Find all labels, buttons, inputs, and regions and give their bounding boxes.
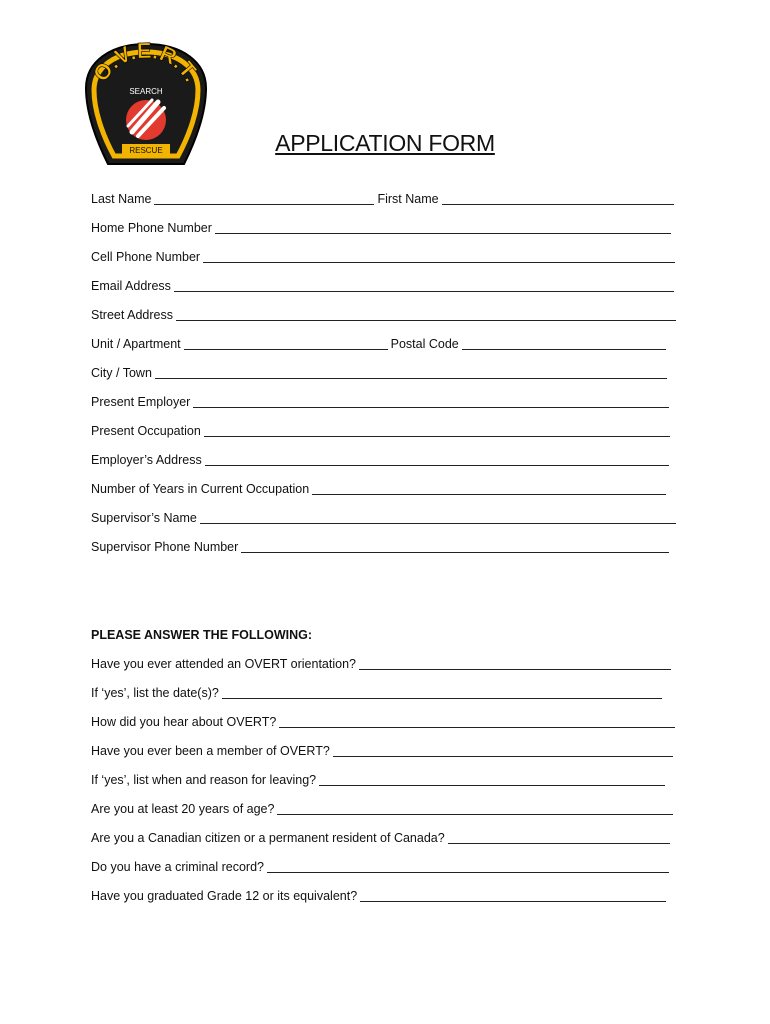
postal-field[interactable] bbox=[462, 337, 666, 350]
street-row bbox=[91, 307, 679, 323]
question-2-label: If ‘yes’, list the date(s)? bbox=[91, 686, 219, 700]
logo-text: O.V.E.R.T. bbox=[87, 40, 205, 86]
supervisor-phone-field[interactable] bbox=[241, 540, 669, 553]
occupation-field[interactable] bbox=[204, 424, 670, 437]
years-occupation-field[interactable] bbox=[312, 482, 666, 495]
question-row bbox=[91, 801, 676, 817]
page-title: APPLICATION FORM bbox=[275, 130, 495, 156]
question-1-label: Have you ever attended an OVERT orientation? bbox=[91, 657, 356, 671]
years-occupation-row bbox=[91, 481, 669, 497]
years-occupation-label: Number of Years in Current Occupation bbox=[91, 482, 310, 496]
first-name-label: First Name bbox=[377, 192, 439, 206]
question-row bbox=[91, 714, 678, 730]
cell-phone-row bbox=[91, 249, 678, 265]
cell-phone-label: Cell Phone Number bbox=[91, 250, 201, 264]
last-first-name-row bbox=[91, 191, 677, 207]
unit-label: Unit / Apartment bbox=[91, 337, 181, 351]
question-row bbox=[91, 830, 673, 846]
street-field[interactable] bbox=[176, 308, 676, 321]
employer-address-label: Employer’s Address bbox=[91, 453, 202, 467]
supervisor-phone-label: Supervisor Phone Number bbox=[91, 540, 239, 554]
supervisor-name-row bbox=[91, 510, 679, 526]
cell-phone-field[interactable] bbox=[203, 250, 675, 263]
question-row bbox=[91, 859, 672, 875]
supervisor-phone-row bbox=[91, 539, 672, 555]
questions-heading: PLEASE ANSWER THE FOLLOWING: bbox=[91, 628, 313, 642]
last-name-label: Last Name bbox=[91, 192, 152, 206]
question-row bbox=[91, 656, 674, 672]
question-9-field[interactable] bbox=[360, 889, 666, 902]
home-phone-row bbox=[91, 220, 674, 236]
city-field[interactable] bbox=[155, 366, 667, 379]
supervisor-name-field[interactable] bbox=[200, 511, 676, 524]
street-label: Street Address bbox=[91, 308, 173, 322]
question-7-field[interactable] bbox=[448, 831, 670, 844]
supervisor-name-label: Supervisor’s Name bbox=[91, 511, 197, 525]
question-3-field[interactable] bbox=[279, 715, 675, 728]
question-3-label: How did you hear about OVERT? bbox=[91, 715, 277, 729]
question-7-label: Are you a Canadian citizen or a permanent resident of Canada? bbox=[91, 831, 445, 845]
employer-row bbox=[91, 394, 672, 410]
email-label: Email Address bbox=[91, 279, 171, 293]
last-name-field[interactable] bbox=[154, 192, 374, 205]
occupation-row bbox=[91, 423, 673, 439]
employer-address-field[interactable] bbox=[205, 453, 669, 466]
question-row bbox=[91, 888, 669, 904]
home-phone-field[interactable] bbox=[215, 221, 671, 234]
employer-address-row bbox=[91, 452, 672, 468]
question-6-label: Are you at least 20 years of age? bbox=[91, 802, 275, 816]
question-6-field[interactable] bbox=[277, 802, 673, 815]
first-name-field[interactable] bbox=[442, 192, 674, 205]
question-1-field[interactable] bbox=[359, 657, 671, 670]
question-5-field[interactable] bbox=[319, 773, 665, 786]
home-phone-label: Home Phone Number bbox=[91, 221, 212, 235]
question-5-label: If ‘yes’, list when and reason for leaving? bbox=[91, 773, 317, 787]
email-row bbox=[91, 278, 677, 294]
city-row bbox=[91, 365, 670, 381]
employer-field[interactable] bbox=[193, 395, 669, 408]
employer-label: Present Employer bbox=[91, 395, 191, 409]
logo-search-label: SEARCH bbox=[129, 87, 163, 96]
unit-field[interactable] bbox=[184, 337, 388, 350]
unit-postal-row bbox=[91, 336, 669, 352]
city-label: City / Town bbox=[91, 366, 152, 380]
question-9-label: Have you graduated Grade 12 or its equivalent? bbox=[91, 889, 358, 903]
question-8-field[interactable] bbox=[267, 860, 669, 873]
logo-rescue-label: RESCUE bbox=[129, 146, 163, 155]
question-2-field[interactable] bbox=[222, 686, 662, 699]
email-field[interactable] bbox=[174, 279, 674, 292]
question-8-label: Do you have a criminal record? bbox=[91, 860, 264, 874]
question-4-field[interactable] bbox=[333, 744, 673, 757]
postal-label: Postal Code bbox=[390, 337, 459, 351]
question-row bbox=[91, 772, 668, 788]
question-row bbox=[91, 685, 665, 701]
occupation-label: Present Occupation bbox=[91, 424, 201, 438]
question-4-label: Have you ever been a member of OVERT? bbox=[91, 744, 330, 758]
question-row bbox=[91, 743, 676, 759]
